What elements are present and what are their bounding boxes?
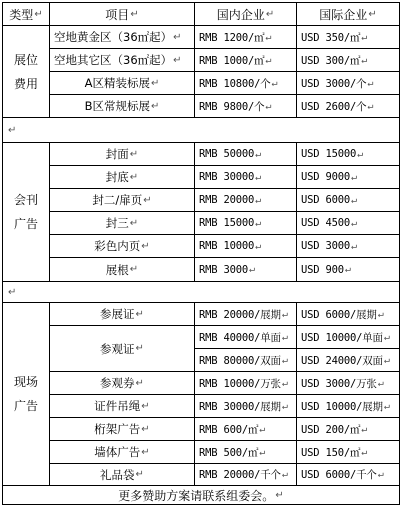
price-international: USD 10000/单面 ↵ — [297, 326, 399, 349]
price-international: USD 2600/个 ↵ — [297, 95, 399, 118]
price-domestic: RMB 20000/千个 ↵ — [195, 464, 297, 486]
table-row-item: 彩色内页 ↵ — [50, 235, 195, 258]
pricing-table — [2, 2, 400, 505]
price-international: USD 6000/千个 ↵ — [297, 464, 399, 486]
header-type: 类型 ↵ — [3, 3, 50, 26]
table-row-item: 封面 ↵ — [50, 143, 195, 166]
price-domestic: RMB 600/㎡ ↵ — [195, 418, 297, 441]
table-row-item: 展根 ↵ — [50, 258, 195, 282]
table-row-item: 封底 ↵ — [50, 166, 195, 189]
price-domestic: RMB 40000/单面 ↵ — [195, 326, 297, 349]
price-international: USD 900 ↵ — [297, 258, 399, 282]
price-international: USD 10000/展期 ↵ — [297, 395, 399, 418]
price-international: USD 3000 ↵ — [297, 235, 399, 258]
table-row-item: 空地黄金区（36㎡起） ↵ — [50, 26, 195, 49]
price-domestic: RMB 20000/展期 ↵ — [195, 303, 297, 326]
price-domestic: RMB 3000 ↵ — [195, 258, 297, 282]
header-item: 项目 ↵ — [50, 3, 195, 26]
price-domestic: RMB 1000/㎡ ↵ — [195, 49, 297, 72]
price-international: USD 200/㎡ ↵ — [297, 418, 399, 441]
table-row-item: 空地其它区（36㎡起） ↵ — [50, 49, 195, 72]
price-domestic: RMB 30000/展期 ↵ — [195, 395, 297, 418]
table-row-item: 证件吊绳 ↵ — [50, 395, 195, 418]
price-international: USD 350/㎡ ↵ — [297, 26, 399, 49]
table-row-item: 参观券 ↵ — [50, 372, 195, 395]
price-international: USD 300/㎡ ↵ — [297, 49, 399, 72]
price-domestic: RMB 10000 ↵ — [195, 235, 297, 258]
price-international: USD 6000 ↵ — [297, 189, 399, 212]
price-international: USD 9000 ↵ — [297, 166, 399, 189]
header-domestic: 国内企业 ↵ — [195, 3, 297, 26]
table-row-item: 墙体广告 ↵ — [50, 441, 195, 464]
price-international: USD 3000/个 ↵ — [297, 72, 399, 95]
header-international: 国际企业 ↵ — [297, 3, 399, 26]
table-row-item: 参展证 ↵ — [50, 303, 195, 326]
spacer-row: ↵ — [3, 282, 399, 303]
price-international: USD 6000/展期 ↵ — [297, 303, 399, 326]
price-domestic: RMB 50000 ↵ — [195, 143, 297, 166]
table-row-item: 礼品袋 ↵ — [50, 464, 195, 486]
table-row-item: B区常规标展 ↵ — [50, 95, 195, 118]
price-international: USD 150/㎡ ↵ — [297, 441, 399, 464]
table-row-item: 桁架广告 ↵ — [50, 418, 195, 441]
price-international: USD 3000/万张 ↵ — [297, 372, 399, 395]
category-onsite-ads: 现场 广告 — [3, 303, 50, 486]
spacer-row: ↵ — [3, 118, 399, 143]
price-domestic: RMB 30000 ↵ — [195, 166, 297, 189]
price-domestic: RMB 10000/万张 ↵ — [195, 372, 297, 395]
price-domestic: RMB 9800/个 ↵ — [195, 95, 297, 118]
price-international: USD 24000/双面 ↵ — [297, 349, 399, 372]
category-catalogue-ads: 会刊 广告 — [3, 143, 50, 282]
price-domestic: RMB 20000 ↵ — [195, 189, 297, 212]
price-domestic: RMB 80000/双面 ↵ — [195, 349, 297, 372]
price-domestic: RMB 10800/个 ↵ — [195, 72, 297, 95]
table-row-item: 参观证 ↵ — [50, 326, 195, 372]
price-domestic: RMB 1200/㎡ ↵ — [195, 26, 297, 49]
footer-note: 更多赞助方案请联系组委会。 ↵ — [118, 488, 284, 503]
category-booth-fees: 展位 费用 — [3, 26, 50, 118]
price-international: USD 15000 ↵ — [297, 143, 399, 166]
table-row-item: 封二/扉页 ↵ — [50, 189, 195, 212]
price-international: USD 4500 ↵ — [297, 212, 399, 235]
price-domestic: RMB 500/㎡ ↵ — [195, 441, 297, 464]
table-row-item: A区精装标展 ↵ — [50, 72, 195, 95]
price-domestic: RMB 15000 ↵ — [195, 212, 297, 235]
table-row-item: 封三 ↵ — [50, 212, 195, 235]
